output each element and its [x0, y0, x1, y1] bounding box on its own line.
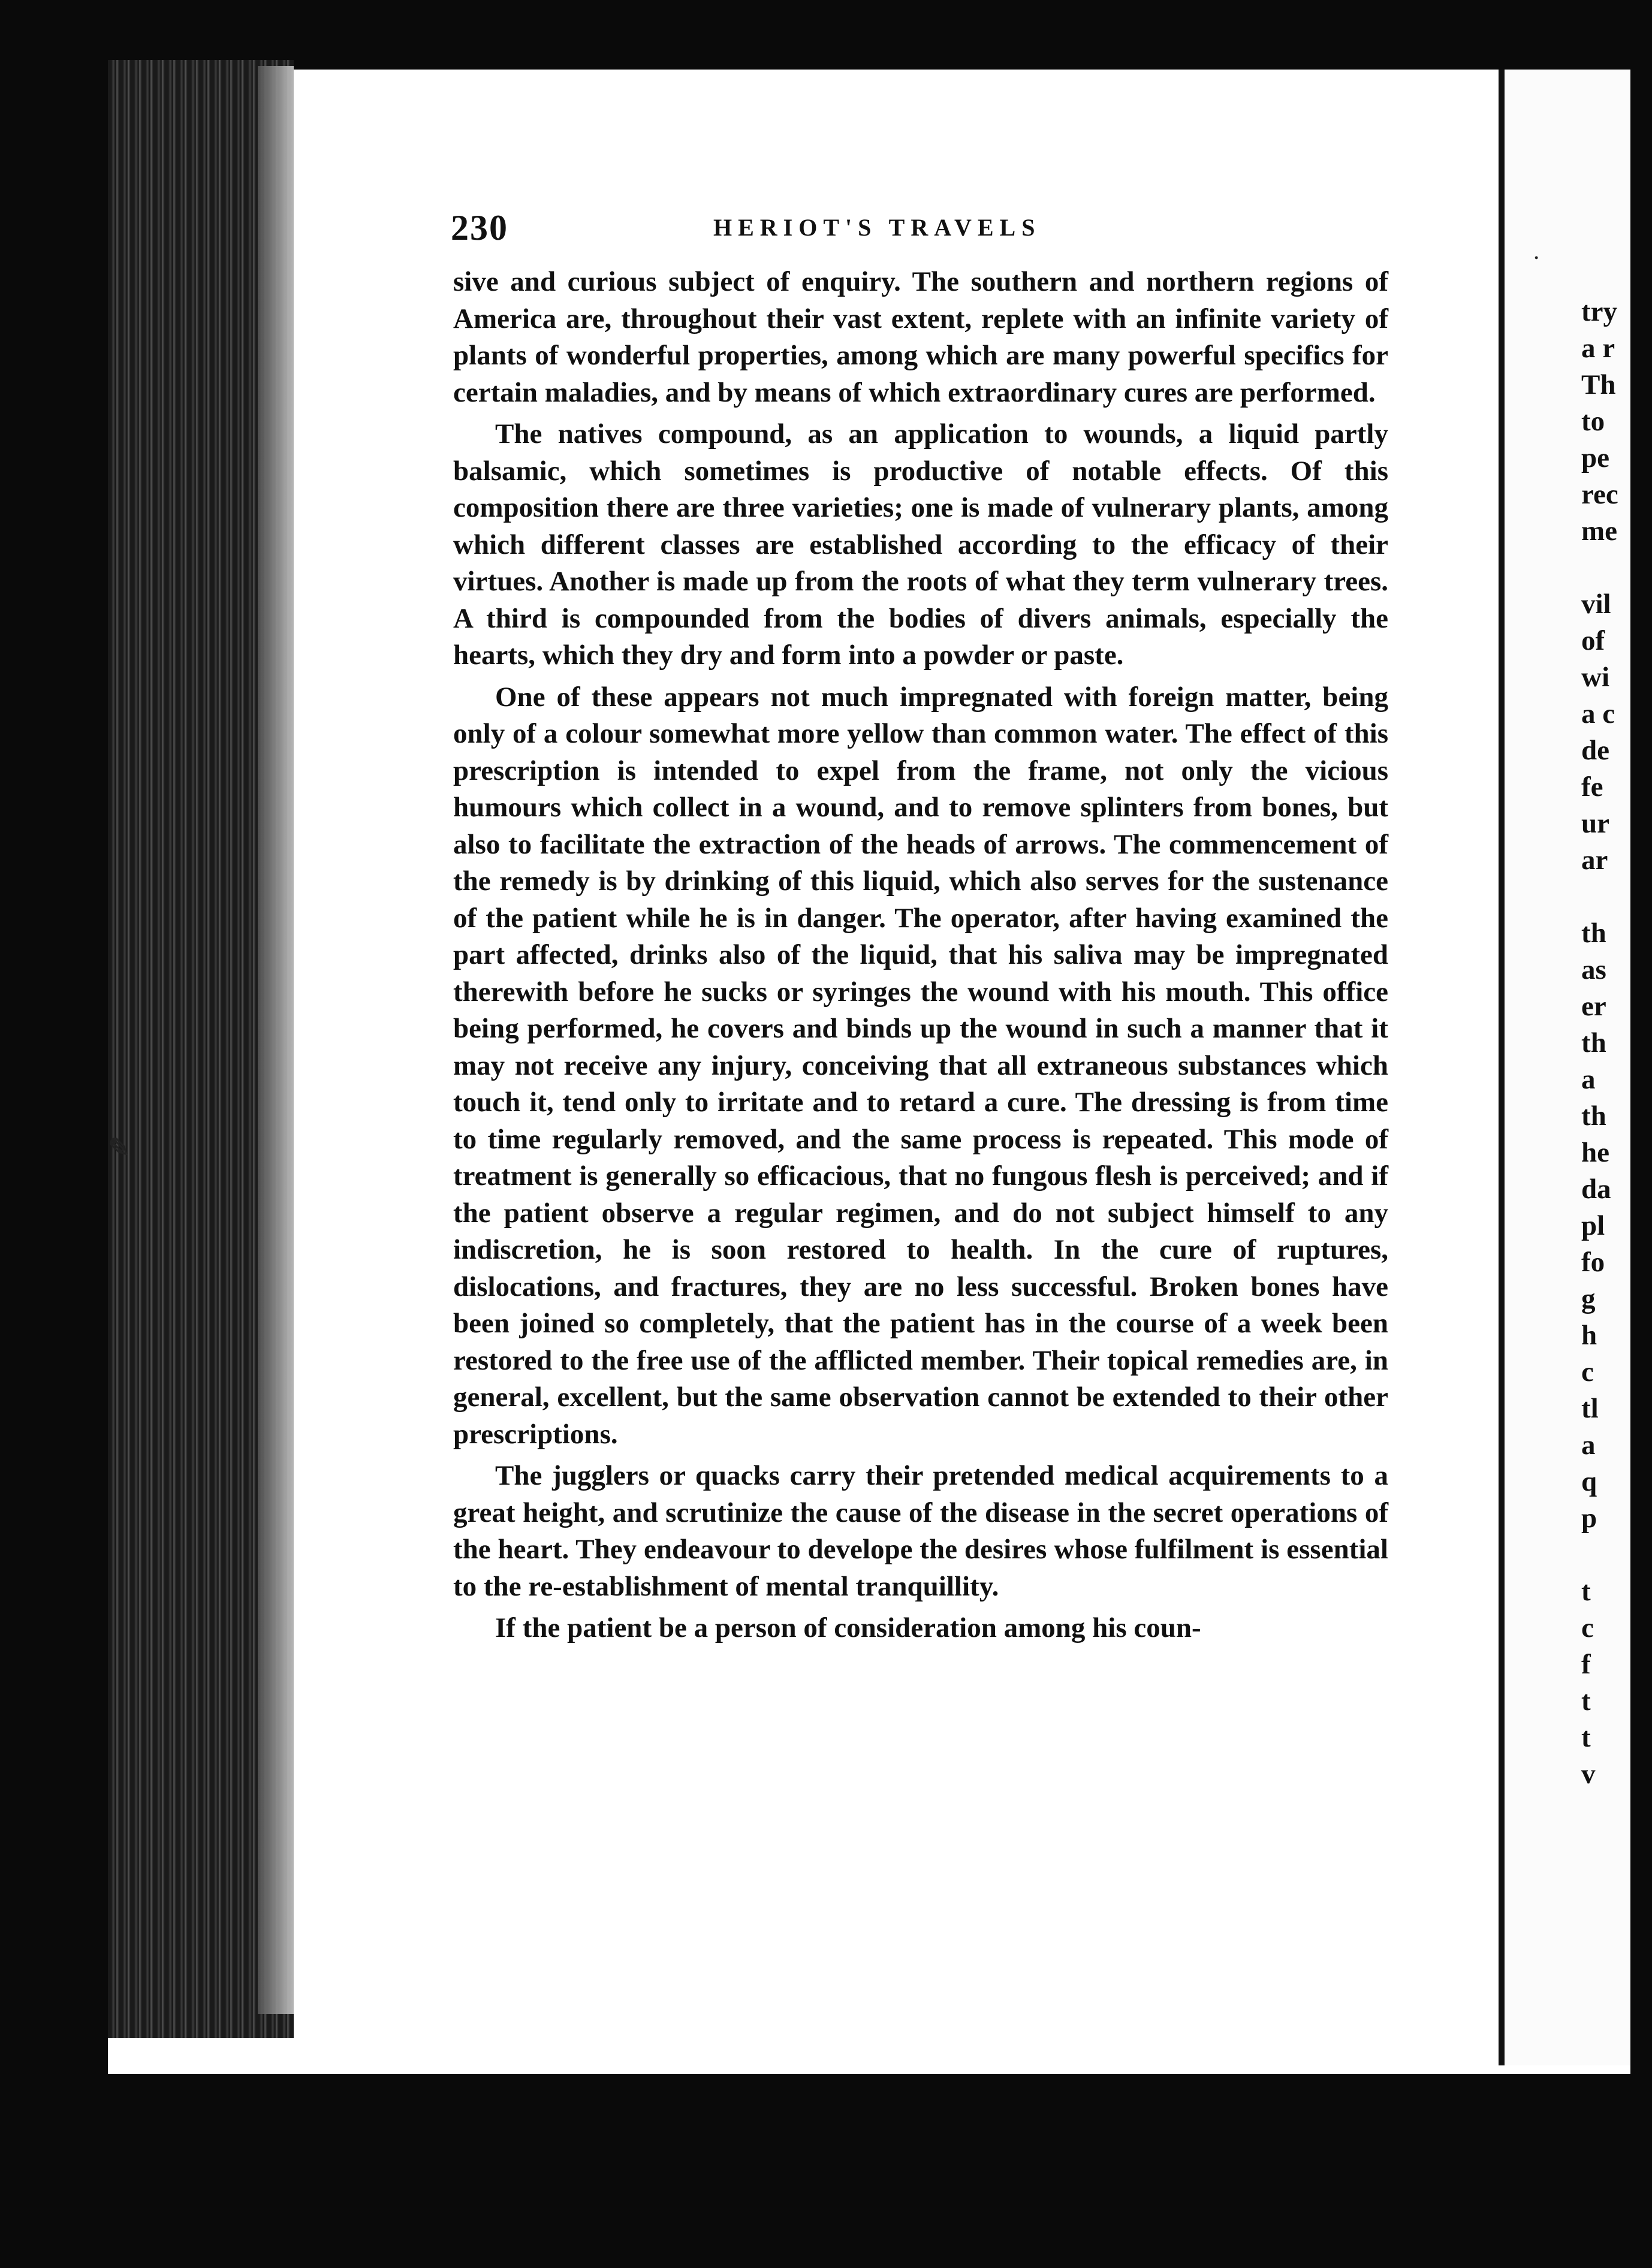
facing-page-line: p: [1581, 1503, 1597, 1534]
scan-border-left: [0, 0, 108, 2268]
scan-border-bottom: [0, 2074, 1652, 2268]
facing-page-line: a: [1581, 1429, 1596, 1461]
paragraph: sive and curious subject of enquiry. The southern and northern regions of America are, throughout their vast extent, replete with an infinite variety of plants of wonderful properties, among which are many powerful specifics for certain maladies, and by means of which extraordinary cures are performed.: [453, 266, 1388, 408]
facing-page-line: of: [1581, 625, 1605, 656]
paragraph: One of these appears not much impregnated with foreign matter, being only of a colour somewhat more yellow than common water. The effect of this prescription is intended to expel from the frame, not only the vicious humours which collect in a wound, and to remove splinters from bones, but also to facilitate the extraction of the heads of arrows. The commencement of the remedy is by drinking of this liquid, which also serves for the sustenance of the patient while he is in danger. The operator, after having examined the part affected, drinks also of the liquid, that his saliva may be impregnated therewith before he sucks or syringes the wound with his mouth. This office being performed, he covers and binds up the wound in such a manner that it may not receive any injury, conceiving that all extraneous substances which touch it, tend only to irritate and to retard a cure. The dressing is from time to time regularly removed, and the same process is repeated. This mode of treatment is generally so efficacious, that no fungous flesh is perceived; and if the patient observe a regular regimen, and do not subject himself to any indiscretion, he is soon restored to health. In the cure of ruptures, dislocations, and fractures, they are no less successful. Broken bones have been joined so completely, that the patient has in the course of a week been restored to the free use of the afflicted member. Their topical remedies are, in general, excellent, but the same observation cannot be extended to their other prescriptions.: [453, 681, 1388, 1450]
facing-page-line: [1581, 1537, 1632, 1573]
facing-page-line: as: [1581, 954, 1606, 985]
facing-page-line: try: [1581, 296, 1618, 327]
paragraph: The natives compound, as an application to wounds, a liquid partly balsamic, which sometimes is productive of notable effects. Of this composition there are three varieties; one is made of vulnerary plants, among which different classes are established according to the efficacy of their virtues. Another is made up from the roots of what they term vulnerary trees. A third is compounded from the bodies of divers animals, especially the hearts, which they dry and form into a powder or paste.: [453, 418, 1388, 671]
facing-page-line: ur: [1581, 808, 1609, 839]
facing-page-line: h: [1581, 1320, 1597, 1351]
facing-page-line: a: [1581, 1064, 1596, 1095]
facing-page-line: pl: [1581, 1210, 1605, 1241]
facing-page-line: fo: [1581, 1247, 1605, 1278]
paragraph: If the patient be a person of consideration among his coun-: [495, 1612, 1201, 1643]
facing-page-line: to: [1581, 406, 1605, 437]
facing-page-line: t: [1581, 1722, 1591, 1753]
facing-page-line: g: [1581, 1283, 1596, 1314]
facing-page-line: Th: [1581, 369, 1616, 400]
facing-page-line: a c: [1581, 698, 1615, 729]
facing-page-line: [1581, 550, 1632, 586]
facing-page-line: er: [1581, 991, 1606, 1022]
facing-page-line: c: [1581, 1612, 1594, 1643]
facing-page-line: fe: [1581, 771, 1603, 803]
facing-page-line: wi: [1581, 662, 1609, 693]
scan-border-top: [0, 0, 1652, 70]
facing-page-line: q: [1581, 1466, 1597, 1497]
facing-page-line: me: [1581, 515, 1618, 547]
facing-page-line: vil: [1581, 589, 1611, 620]
facing-page-line: tl: [1581, 1393, 1599, 1424]
facing-page-line: he: [1581, 1137, 1609, 1168]
facing-page-line: [1581, 879, 1632, 915]
body-text: [453, 264, 1388, 1647]
facing-page-line: c: [1581, 1356, 1594, 1388]
scan-speck: •: [1535, 252, 1539, 264]
facing-page-line: th: [1581, 1100, 1606, 1132]
facing-page-line: da: [1581, 1174, 1611, 1205]
facing-page-line: t: [1581, 1685, 1591, 1717]
page-edge-shadow: [258, 66, 294, 2014]
book-gutter: [1499, 70, 1505, 2065]
facing-page-line: th: [1581, 1027, 1606, 1058]
facing-page-line: rec: [1581, 479, 1618, 510]
facing-page-line: de: [1581, 735, 1609, 766]
facing-page-line: a r: [1581, 333, 1615, 364]
facing-page-line: v: [1581, 1759, 1596, 1790]
facing-page-line: pe: [1581, 442, 1609, 473]
facing-page-line: th: [1581, 918, 1606, 949]
paragraph: The jugglers or quacks carry their pretended medical acquirements to a great height, and scrutinize the cause of the disease in the secret operations of the heart. They endeavour to develope the desires whose fulfilment is essential to the re-establishment of mental tranquillity.: [453, 1460, 1388, 1602]
page-number: 230: [451, 208, 508, 248]
scan-speck: ✎: [108, 1133, 130, 1163]
facing-page-text: [1581, 294, 1632, 1793]
facing-page-line: f: [1581, 1649, 1591, 1680]
scan-border-right: [1630, 0, 1652, 2268]
facing-page-line: t: [1581, 1576, 1591, 1607]
facing-page-line: ar: [1581, 845, 1608, 876]
running-title: HERIOT'S TRAVELS: [713, 214, 1041, 241]
